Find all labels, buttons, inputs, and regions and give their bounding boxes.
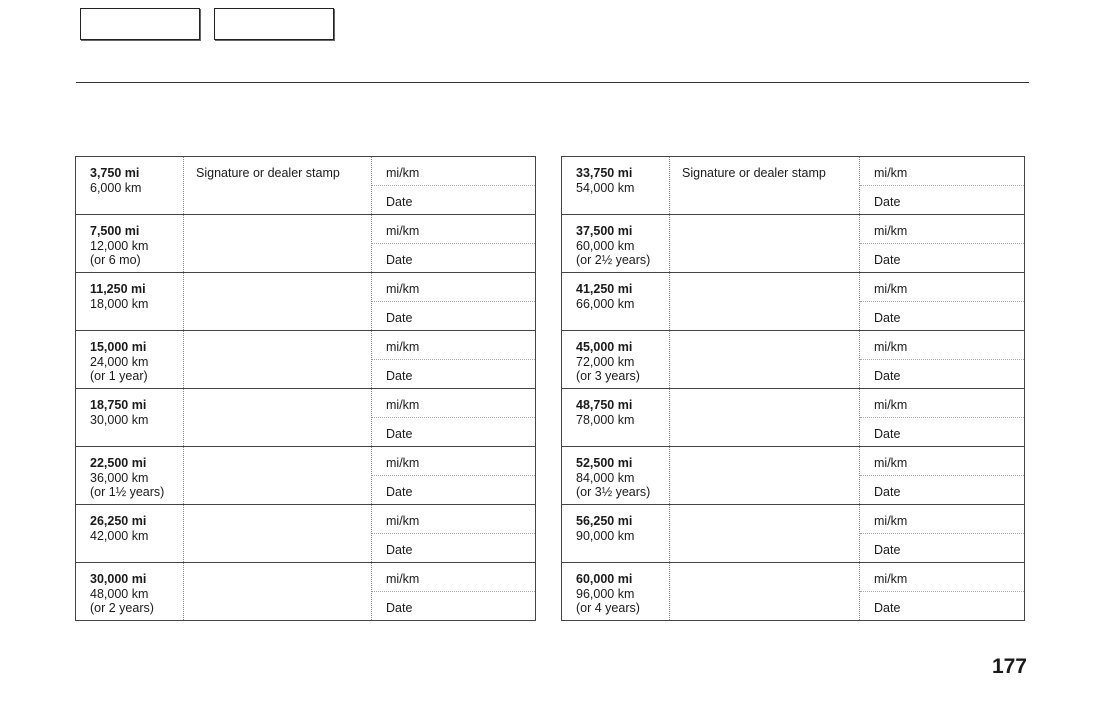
- signature-cell[interactable]: [670, 331, 860, 389]
- mileage-entry[interactable]: [860, 447, 1024, 476]
- interval-cell: [76, 389, 184, 447]
- interval-period: (or 6 mo): [90, 253, 141, 267]
- mileage-entry[interactable]: [860, 273, 1024, 302]
- signature-cell[interactable]: [670, 389, 860, 447]
- interval-period: (or 3½ years): [576, 485, 651, 499]
- interval-cell: [562, 215, 670, 273]
- signature-cell[interactable]: [184, 157, 372, 215]
- date-entry[interactable]: [372, 186, 535, 214]
- interval-km: 84,000 km: [576, 470, 635, 485]
- signature-cell[interactable]: [670, 563, 860, 621]
- interval-miles: 45,000 mi: [576, 340, 633, 354]
- mileage-date-cell[interactable]: [860, 563, 1025, 621]
- interval-km: 18,000 km: [90, 296, 149, 311]
- interval-miles: 30,000 mi: [90, 572, 147, 586]
- log-row: [76, 215, 536, 273]
- interval-miles: 15,000 mi: [90, 340, 147, 354]
- log-row: [76, 563, 536, 621]
- mileage-entry[interactable]: [372, 215, 535, 244]
- header-tab-box-1: [80, 8, 200, 40]
- date-label: Date: [874, 253, 901, 267]
- mileage-label: mi/km: [386, 398, 420, 412]
- mileage-label: mi/km: [386, 456, 420, 470]
- interval-miles: 7,500 mi: [90, 224, 140, 238]
- mileage-label: mi/km: [386, 340, 420, 354]
- log-row: [562, 447, 1025, 505]
- log-row: [76, 157, 536, 215]
- interval-km: 42,000 km: [90, 528, 149, 543]
- date-label: Date: [386, 485, 413, 499]
- interval-miles: 3,750 mi: [90, 166, 140, 180]
- log-row: [562, 215, 1025, 273]
- log-row: [562, 273, 1025, 331]
- header-rule: [76, 82, 1029, 83]
- page-number: 177: [991, 655, 1027, 678]
- mileage-label: mi/km: [386, 166, 420, 180]
- interval-cell: [76, 331, 184, 389]
- mileage-date-cell[interactable]: [372, 389, 536, 447]
- log-row: [76, 331, 536, 389]
- mileage-entry[interactable]: [860, 331, 1024, 360]
- signature-cell[interactable]: [184, 447, 372, 505]
- signature-cell[interactable]: [670, 215, 860, 273]
- mileage-date-cell[interactable]: [860, 447, 1025, 505]
- interval-miles: 22,500 mi: [90, 456, 147, 470]
- interval-km: 66,000 km: [576, 296, 635, 311]
- signature-cell[interactable]: [670, 273, 860, 331]
- mileage-label: mi/km: [386, 572, 420, 586]
- interval-km: 54,000 km: [576, 180, 635, 195]
- log-row: [76, 447, 536, 505]
- mileage-entry[interactable]: [372, 389, 535, 418]
- log-row: [562, 389, 1025, 447]
- signature-label: Signature or dealer stamp: [196, 166, 340, 180]
- mileage-entry[interactable]: [860, 389, 1024, 418]
- mileage-label: mi/km: [386, 224, 420, 238]
- log-row: [562, 331, 1025, 389]
- mileage-entry[interactable]: [372, 447, 535, 476]
- date-label: Date: [874, 543, 901, 557]
- date-entry[interactable]: [372, 476, 535, 504]
- mileage-date-cell[interactable]: [372, 157, 536, 215]
- interval-period: (or 1½ years): [90, 485, 165, 499]
- mileage-date-cell[interactable]: [860, 505, 1025, 563]
- date-entry[interactable]: [860, 302, 1024, 330]
- date-label: Date: [386, 253, 413, 267]
- interval-km: 12,000 km: [90, 238, 149, 253]
- maintenance-log-right: [561, 156, 1025, 621]
- interval-cell: [76, 273, 184, 331]
- interval-km: 36,000 km: [90, 470, 149, 485]
- signature-cell[interactable]: [670, 505, 860, 563]
- date-label: Date: [386, 195, 413, 209]
- date-label: Date: [874, 369, 901, 383]
- date-entry[interactable]: [372, 534, 535, 562]
- date-entry[interactable]: [372, 418, 535, 446]
- log-row: [76, 273, 536, 331]
- interval-miles: 52,500 mi: [576, 456, 633, 470]
- interval-km: 90,000 km: [576, 528, 635, 543]
- signature-cell[interactable]: [184, 505, 372, 563]
- interval-cell: [76, 447, 184, 505]
- interval-km: 60,000 km: [576, 238, 635, 253]
- mileage-date-cell[interactable]: [372, 563, 536, 621]
- date-entry[interactable]: [372, 244, 535, 272]
- interval-miles: 48,750 mi: [576, 398, 633, 412]
- mileage-date-cell[interactable]: [860, 157, 1025, 215]
- mileage-entry[interactable]: [372, 563, 535, 592]
- mileage-date-cell[interactable]: [860, 215, 1025, 273]
- interval-miles: 56,250 mi: [576, 514, 633, 528]
- mileage-entry[interactable]: [372, 331, 535, 360]
- interval-period: (or 4 years): [576, 601, 640, 615]
- date-label: Date: [386, 601, 413, 615]
- date-label: Date: [386, 311, 413, 325]
- interval-cell: [76, 157, 184, 215]
- interval-cell: [76, 563, 184, 621]
- signature-cell[interactable]: [670, 447, 860, 505]
- date-label: Date: [386, 369, 413, 383]
- date-entry[interactable]: [860, 360, 1024, 388]
- mileage-label: mi/km: [386, 514, 420, 528]
- mileage-label: mi/km: [386, 282, 420, 296]
- date-entry[interactable]: [860, 418, 1024, 446]
- date-entry[interactable]: [372, 592, 535, 620]
- interval-miles: 11,250 mi: [90, 282, 146, 296]
- mileage-date-cell[interactable]: [860, 273, 1025, 331]
- log-row: [562, 563, 1025, 621]
- date-label: Date: [874, 601, 901, 615]
- interval-cell: [76, 505, 184, 563]
- mileage-entry[interactable]: [860, 157, 1024, 186]
- interval-cell: [562, 563, 670, 621]
- mileage-entry[interactable]: [860, 215, 1024, 244]
- mileage-label: mi/km: [874, 514, 908, 528]
- mileage-label: mi/km: [874, 166, 908, 180]
- date-entry[interactable]: [372, 360, 535, 388]
- interval-cell: [562, 447, 670, 505]
- mileage-entry[interactable]: [372, 505, 535, 534]
- mileage-label: mi/km: [874, 282, 908, 296]
- interval-km: 72,000 km: [576, 354, 635, 369]
- mileage-date-cell[interactable]: [860, 389, 1025, 447]
- interval-miles: 18,750 mi: [90, 398, 147, 412]
- log-row: [76, 505, 536, 563]
- mileage-date-cell[interactable]: [860, 331, 1025, 389]
- interval-km: 30,000 km: [90, 412, 149, 427]
- signature-cell[interactable]: [184, 389, 372, 447]
- signature-label: Signature or dealer stamp: [682, 166, 826, 180]
- interval-miles: 41,250 mi: [576, 282, 633, 296]
- date-label: Date: [874, 485, 901, 499]
- interval-period: (or 2 years): [90, 601, 154, 615]
- interval-miles: 26,250 mi: [90, 514, 147, 528]
- interval-period: (or 1 year): [90, 369, 148, 383]
- header-tab-box-2: [214, 8, 334, 40]
- mileage-label: mi/km: [874, 456, 908, 470]
- date-entry[interactable]: [860, 244, 1024, 272]
- mileage-date-cell[interactable]: [372, 447, 536, 505]
- date-entry[interactable]: [860, 534, 1024, 562]
- interval-cell: [562, 505, 670, 563]
- interval-km: 48,000 km: [90, 586, 149, 601]
- date-label: Date: [386, 543, 413, 557]
- log-row: [562, 157, 1025, 215]
- interval-cell: [562, 157, 670, 215]
- mileage-entry[interactable]: [860, 505, 1024, 534]
- date-label: Date: [874, 195, 901, 209]
- interval-km: 24,000 km: [90, 354, 149, 369]
- interval-km: 6,000 km: [90, 180, 142, 195]
- mileage-date-cell[interactable]: [372, 215, 536, 273]
- interval-miles: 60,000 mi: [576, 572, 633, 586]
- date-entry[interactable]: [860, 592, 1024, 620]
- mileage-date-cell[interactable]: [372, 331, 536, 389]
- date-entry[interactable]: [860, 476, 1024, 504]
- interval-km: 96,000 km: [576, 586, 635, 601]
- interval-km: 78,000 km: [576, 412, 635, 427]
- signature-cell[interactable]: [184, 563, 372, 621]
- interval-period: (or 2½ years): [576, 253, 651, 267]
- maintenance-log-left: [75, 156, 536, 621]
- date-label: Date: [874, 427, 901, 441]
- log-row: [562, 505, 1025, 563]
- mileage-entry[interactable]: [372, 273, 535, 302]
- signature-cell[interactable]: [184, 273, 372, 331]
- interval-cell: [76, 215, 184, 273]
- signature-cell[interactable]: [184, 215, 372, 273]
- mileage-label: mi/km: [874, 340, 908, 354]
- mileage-label: mi/km: [874, 572, 908, 586]
- mileage-label: mi/km: [874, 398, 908, 412]
- mileage-entry[interactable]: [860, 563, 1024, 592]
- mileage-entry[interactable]: [372, 157, 535, 186]
- date-entry[interactable]: [860, 186, 1024, 214]
- date-entry[interactable]: [372, 302, 535, 330]
- date-label: Date: [386, 427, 413, 441]
- interval-cell: [562, 331, 670, 389]
- mileage-date-cell[interactable]: [372, 273, 536, 331]
- interval-cell: [562, 273, 670, 331]
- log-row: [76, 389, 536, 447]
- date-label: Date: [874, 311, 901, 325]
- signature-cell[interactable]: [670, 157, 860, 215]
- mileage-date-cell[interactable]: [372, 505, 536, 563]
- mileage-label: mi/km: [874, 224, 908, 238]
- interval-cell: [562, 389, 670, 447]
- signature-cell[interactable]: [184, 331, 372, 389]
- interval-period: (or 3 years): [576, 369, 640, 383]
- interval-miles: 33,750 mi: [576, 166, 633, 180]
- interval-miles: 37,500 mi: [576, 224, 633, 238]
